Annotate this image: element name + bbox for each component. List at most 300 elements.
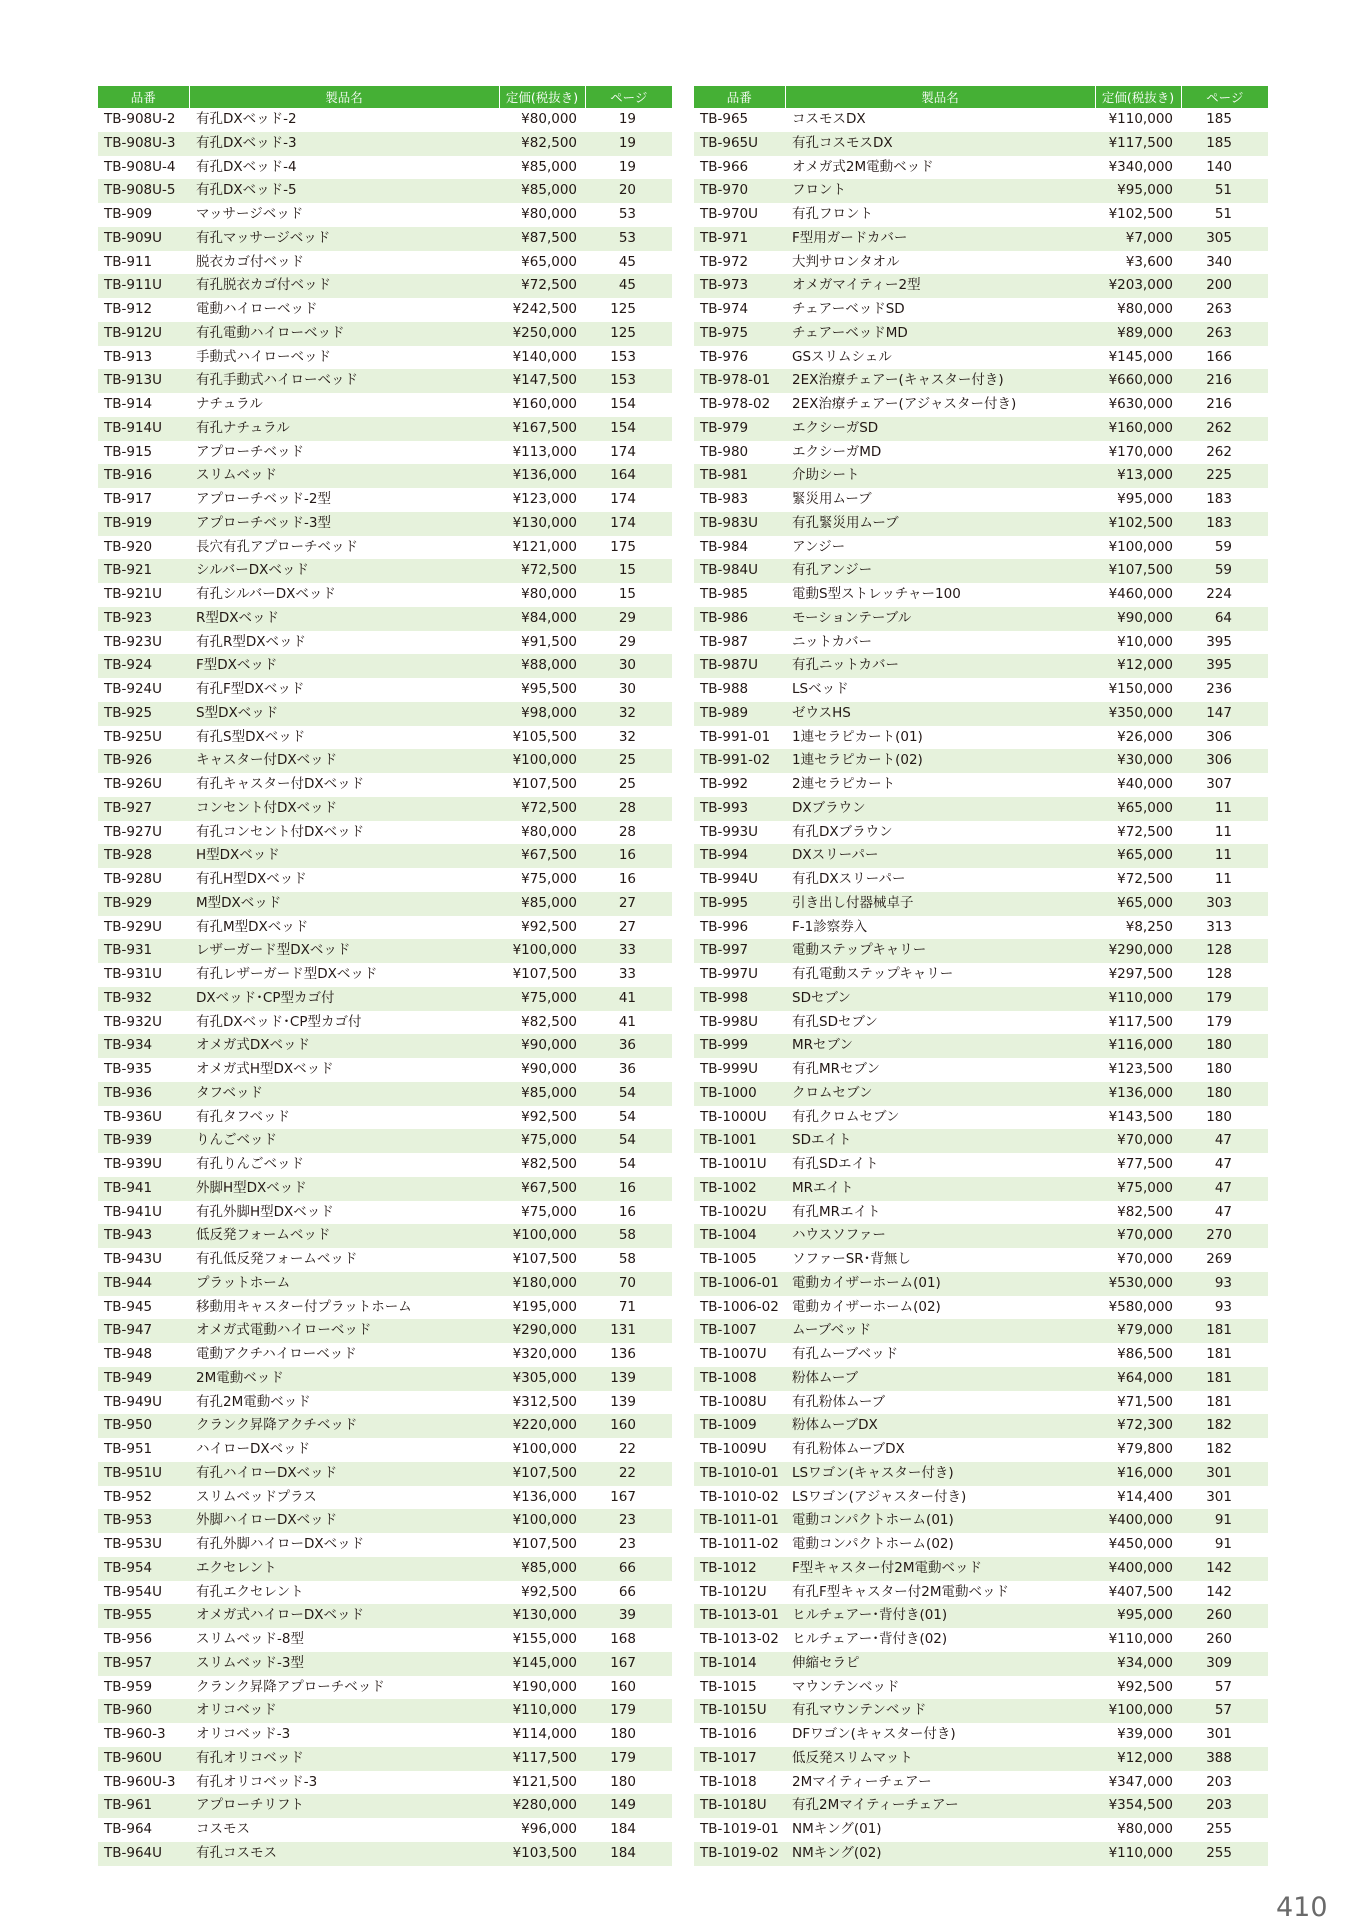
product-code: TB-1019-02 [694,1842,785,1866]
catalog-page: 54 [585,1129,672,1153]
product-code: TB-949U [104,1393,163,1410]
product-code: TB-979 [694,417,785,441]
product-name: オメガ式電動ハイローベッド [189,1319,499,1343]
catalog-page: 182 [1206,1441,1232,1458]
product-code: TB-976 [700,348,749,365]
product-name: オメガマイティー2型 [785,274,1095,298]
table-row [98,274,672,298]
catalog-page: 16 [618,1203,636,1220]
product-code: TB-1008U [700,1393,767,1410]
product-price: ¥160,000 [512,396,577,413]
table-row [98,583,672,607]
table-row [694,441,1268,465]
product-name: クロムセブン [785,1082,1095,1106]
table-row [694,1391,1268,1415]
product-price: ¥72,500 [499,559,585,583]
table-row [694,203,1268,227]
table-row [98,322,672,346]
product-price: ¥123,000 [512,491,577,508]
product-code: TB-909U [98,227,189,251]
product-code: TB-1014 [694,1652,785,1676]
table-row [694,1557,1268,1581]
product-code: TB-978-01 [694,369,785,393]
catalog-page: 167 [585,1652,672,1676]
table-row [694,1509,1268,1533]
catalog-page: 53 [618,206,636,223]
product-name: 電動コンパクトホーム(01) [785,1509,1095,1533]
product-code: TB-992 [700,776,749,793]
product-price: ¥64,000 [1095,1367,1181,1391]
product-code: TB-960U-3 [104,1773,176,1790]
table-row [98,726,672,750]
product-price: ¥100,000 [1108,538,1173,555]
catalog-page: 47 [1181,1177,1268,1201]
table-row [694,868,1268,892]
product-code: TB-931U [104,966,163,983]
table-row [98,1034,672,1058]
catalog-page: 11 [1181,844,1268,868]
product-price: ¥72,500 [1117,823,1173,840]
product-name: 粉体ムーブDX [785,1414,1095,1438]
product-code: TB-925U [104,728,163,745]
product-name: 2Mマイティーチェアー [792,1773,932,1790]
product-code: TB-974 [700,301,749,318]
product-code: TB-1004 [694,1224,785,1248]
product-code: TB-955 [98,1604,189,1628]
product-code: TB-989 [694,702,785,726]
product-code: TB-1010-02 [700,1488,779,1505]
table-row [98,1058,672,1082]
product-code: TB-1013-01 [694,1604,785,1628]
table-row [98,1177,672,1201]
table-row [98,179,672,203]
product-price: ¥70,000 [1117,1251,1173,1268]
catalog-page: 47 [1181,1129,1268,1153]
page-number: 410 [1276,1892,1328,1923]
table-row [694,607,1268,631]
catalog-page: 388 [1181,1747,1268,1771]
catalog-page: 41 [618,1013,636,1030]
product-name: 有孔りんごベッド [196,1156,304,1173]
product-name: ヒルチェアー･背付き(01) [785,1604,1095,1628]
table-row [98,1581,672,1605]
product-code: TB-1002U [700,1203,767,1220]
table-row [98,1201,672,1225]
product-price: ¥90,000 [499,1034,585,1058]
table-row [694,1011,1268,1035]
header-name: 製品名 [189,86,499,108]
product-name: 有孔タフベッド [196,1108,290,1125]
catalog-page: 51 [1181,179,1268,203]
product-name: オメガ式DXベッド [189,1034,499,1058]
table-row [694,464,1268,488]
catalog-page: 93 [1181,1272,1268,1296]
table-row [98,654,672,678]
catalog-page: 175 [610,538,636,555]
table-row [98,1438,672,1462]
table-row [694,512,1268,536]
product-code: TB-988 [700,681,749,698]
product-name: シルバーDXベッド [189,559,499,583]
product-price: ¥88,000 [499,654,585,678]
table-row [694,1581,1268,1605]
table-row [98,393,672,417]
product-name: 有孔脱衣カゴ付ベッド [189,274,499,298]
product-code: TB-960-3 [104,1726,166,1743]
catalog-page: 23 [585,1509,672,1533]
catalog-page: 225 [1181,464,1268,488]
table-row [694,1604,1268,1628]
table-row [98,1486,672,1510]
product-price: ¥117,500 [1095,132,1181,156]
catalog-page: 16 [585,1177,672,1201]
catalog-page: 33 [618,966,636,983]
product-name: MRセブン [785,1034,1095,1058]
table-header-row [98,86,672,108]
product-price: ¥72,500 [1117,871,1173,888]
catalog-page: 306 [1206,728,1232,745]
product-price: ¥92,500 [521,918,577,935]
product-name: 有孔DXスリーパー [792,871,906,888]
product-name: DXブラウン [785,797,1095,821]
product-name: 1連セラピカート(01) [792,728,923,745]
catalog-page: 270 [1181,1224,1268,1248]
product-price: ¥580,000 [1108,1298,1173,1315]
product-price: ¥82,500 [499,132,585,156]
product-price: ¥107,500 [512,1251,577,1268]
product-price: ¥121,000 [512,538,577,555]
catalog-page: 180 [1206,1108,1232,1125]
table-row [98,1723,672,1747]
catalog-page: 47 [1214,1156,1232,1173]
product-code: TB-1006-02 [700,1298,779,1315]
table-row [694,1106,1268,1130]
price-table-right [694,86,1268,1866]
product-price: ¥65,000 [1095,892,1181,916]
product-name: 有孔コスモス [189,1842,499,1866]
table-row [98,607,672,631]
product-price: ¥110,000 [1095,1842,1181,1866]
product-price: ¥145,000 [499,1652,585,1676]
product-name: 2EX治療チェアー(アジャスター付き) [792,396,1017,413]
table-row [98,1011,672,1035]
product-code: TB-928U [104,871,163,888]
product-price: ¥460,000 [1108,586,1173,603]
product-name: オメガ式ハイローDXベッド [189,1604,499,1628]
table-row [694,987,1268,1011]
product-price: ¥116,000 [1095,1034,1181,1058]
table-row [694,227,1268,251]
product-price: ¥16,000 [1095,1462,1181,1486]
product-code: TB-1000U [700,1108,767,1125]
table-row [694,322,1268,346]
product-code: TB-934 [98,1034,189,1058]
catalog-page: 180 [1181,1034,1268,1058]
product-name: 電動カイザーホーム(01) [785,1272,1095,1296]
product-code: TB-965U [694,132,785,156]
table-row [694,749,1268,773]
product-code: TB-1011-02 [700,1536,779,1553]
product-name: 有孔外脚ハイローDXベッド [196,1536,365,1553]
product-name: 有孔2Mマイティーチェアー [785,1794,1095,1818]
product-price: ¥140,000 [512,348,577,365]
table-row [694,654,1268,678]
product-code: TB-998 [694,987,785,1011]
product-name: モーションテーブル [785,607,1095,631]
product-price: ¥110,000 [1095,987,1181,1011]
catalog-page: 11 [1214,871,1232,888]
catalog-page: 139 [585,1367,672,1391]
product-price: ¥100,000 [499,1224,585,1248]
catalog-page: 262 [1181,417,1268,441]
product-price: ¥34,000 [1095,1652,1181,1676]
table-row [98,536,672,560]
product-code: TB-984 [700,538,749,555]
product-code: TB-994 [694,844,785,868]
catalog-page: 309 [1181,1652,1268,1676]
catalog-page: 27 [585,892,672,916]
product-code: TB-943U [104,1251,163,1268]
table-row [694,678,1268,702]
catalog-page: 57 [1214,1678,1232,1695]
product-name: ハイローDXベッド [196,1441,311,1458]
product-price: ¥407,500 [1108,1583,1173,1600]
catalog-page: 174 [585,512,672,536]
table-row [694,559,1268,583]
product-price: ¥72,300 [1095,1414,1181,1438]
product-code: TB-980 [700,443,749,460]
product-code: TB-1017 [694,1747,785,1771]
product-code: TB-957 [98,1652,189,1676]
product-name: 大判サロンタオル [792,253,900,270]
product-name: 外脚H型DXベッド [189,1177,499,1201]
product-code: TB-970U [700,206,759,223]
table-row [694,892,1268,916]
product-code: TB-964U [98,1842,189,1866]
catalog-page: 147 [1181,702,1268,726]
product-name: ソファーSR･背無し [792,1251,911,1268]
product-code: TB-911U [98,274,189,298]
product-price: ¥147,500 [499,369,585,393]
table-row [98,1414,672,1438]
product-code: TB-997 [694,939,785,963]
product-code: TB-924U [104,681,163,698]
product-name: 有孔SDエイト [792,1156,879,1173]
product-price: ¥150,000 [1108,681,1173,698]
product-price: ¥100,000 [1095,1699,1181,1723]
table-row [694,1747,1268,1771]
catalog-page: 153 [610,348,636,365]
product-price: ¥10,000 [1117,633,1173,650]
product-price: ¥77,500 [1117,1156,1173,1173]
table-row [98,1699,672,1723]
catalog-page: 167 [610,1488,636,1505]
product-code: TB-939 [98,1129,189,1153]
catalog-page: 93 [1214,1298,1232,1315]
product-price: ¥305,000 [499,1367,585,1391]
product-code: TB-981 [694,464,785,488]
product-code: TB-908U-5 [98,179,189,203]
table-row [98,1818,672,1842]
product-price: ¥39,000 [1117,1726,1173,1743]
table-row [694,797,1268,821]
catalog-page: 184 [610,1821,636,1838]
catalog-page: 340 [1206,253,1232,270]
product-code: TB-916 [98,464,189,488]
product-name: NMキング(02) [785,1842,1095,1866]
catalog-page: 16 [585,844,672,868]
table-row [694,844,1268,868]
product-name: DFワゴン(キャスター付き) [792,1726,956,1743]
table-row [694,1367,1268,1391]
product-name: 有孔オリコベッド-3 [196,1773,318,1790]
product-price: ¥103,500 [499,1842,585,1866]
product-code: TB-1008 [694,1367,785,1391]
table-row [98,1296,672,1320]
product-code: TB-931 [98,939,189,963]
catalog-page: 30 [618,681,636,698]
product-price: ¥630,000 [1108,396,1173,413]
product-name: 有孔DXベッド-5 [189,179,499,203]
product-name: オメガ式2M電動ベッド [792,158,934,175]
product-name: LSワゴン(アジャスター付き) [792,1488,967,1505]
table-row [98,441,672,465]
product-code: TB-920 [104,538,153,555]
product-code: TB-1007 [694,1319,785,1343]
catalog-page: 303 [1181,892,1268,916]
table-row [694,1794,1268,1818]
catalog-page: 33 [585,939,672,963]
product-code: TB-1019-01 [700,1821,779,1838]
table-body-right [694,108,1268,1866]
product-price: ¥95,000 [1095,1604,1181,1628]
product-price: ¥80,000 [521,823,577,840]
product-name: 有孔ハイローDXベッド [189,1462,499,1486]
product-code: TB-926 [98,749,189,773]
product-code: TB-914U [98,417,189,441]
product-name: プラットホーム [189,1272,499,1296]
product-code: TB-978-02 [700,396,771,413]
catalog-page: 41 [585,987,672,1011]
product-code: TB-936 [98,1082,189,1106]
product-name: 緊災用ムーブ [792,491,872,508]
product-name: 有孔粉体ムーブ [792,1393,886,1410]
table-row [694,393,1268,417]
product-price: ¥136,000 [512,1488,577,1505]
product-price: ¥242,500 [512,301,577,318]
product-code: TB-964 [104,1821,153,1838]
product-code: TB-913 [104,348,153,365]
product-code: TB-923 [98,607,189,631]
product-name: スリムベッド-8型 [196,1631,304,1648]
table-row [98,963,672,987]
product-code: TB-908U-2 [104,111,176,128]
table-row [98,797,672,821]
catalog-page: 140 [1206,158,1232,175]
product-price: ¥82,500 [521,1013,577,1030]
catalog-page: 269 [1206,1251,1232,1268]
product-name: 伸縮セラピ [785,1652,1095,1676]
product-code: TB-966 [700,158,749,175]
product-code: TB-995 [694,892,785,916]
product-price: ¥136,000 [1095,1082,1181,1106]
product-code: TB-1006-01 [694,1272,785,1296]
product-price: ¥85,000 [499,1082,585,1106]
header-code: 品番 [98,86,189,108]
product-code: TB-1009 [694,1414,785,1438]
product-price: ¥160,000 [1095,417,1181,441]
table-row [98,1557,672,1581]
table-row [694,963,1268,987]
catalog-page: 57 [1181,1699,1268,1723]
product-name: スリムベッド-3型 [189,1652,499,1676]
product-name: オメガ式H型DXベッド [196,1061,334,1078]
catalog-page: 54 [585,1082,672,1106]
product-name: 有孔ムーブベッド [792,1346,899,1363]
product-name: 有孔ニットカバー [785,654,1095,678]
product-price: ¥102,500 [1095,512,1181,536]
product-name: GSスリムシェル [792,348,892,365]
product-name: S型DXベッド [189,702,499,726]
product-name: マッサージベッド [196,206,304,223]
catalog-page: 30 [585,654,672,678]
product-code: TB-1012 [694,1557,785,1581]
product-price: ¥110,000 [1108,111,1173,128]
product-price: ¥67,500 [499,1177,585,1201]
product-name: ハウスソファー [785,1224,1095,1248]
product-code: TB-994U [700,871,759,888]
product-code: TB-945 [104,1298,153,1315]
product-name: 有孔2M電動ベッド [196,1393,311,1410]
product-code: TB-956 [104,1631,153,1648]
product-code: TB-997U [700,966,759,983]
table-row [694,417,1268,441]
catalog-page: 179 [585,1699,672,1723]
product-price: ¥71,500 [1117,1393,1173,1410]
catalog-page: 179 [1181,987,1268,1011]
product-code: TB-986 [694,607,785,631]
table-row [694,346,1268,370]
product-name: 引き出し付器械卓子 [785,892,1095,916]
table-row [694,1058,1268,1082]
product-price: ¥92,500 [521,1108,577,1125]
product-name: フロント [785,179,1095,203]
catalog-page: 11 [1214,823,1232,840]
table-row [98,1272,672,1296]
table-row [694,1723,1268,1747]
product-name: 有孔手動式ハイローベッド [189,369,499,393]
product-code: TB-998U [700,1013,759,1030]
catalog-page: 28 [618,823,636,840]
product-code: TB-921 [98,559,189,583]
product-price: ¥203,000 [1095,274,1181,298]
catalog-page: 32 [585,702,672,726]
table-row [694,1533,1268,1557]
catalog-page: 255 [1181,1842,1268,1866]
product-name: R型DXベッド [189,607,499,631]
catalog-page: 185 [1206,111,1232,128]
product-code: TB-912U [98,322,189,346]
table-row [98,1106,672,1130]
catalog-page: 180 [1181,1082,1268,1106]
product-code: TB-1018 [700,1773,757,1790]
table-row [98,346,672,370]
catalog-page: 181 [1181,1367,1268,1391]
catalog-page: 180 [610,1773,636,1790]
table-row [694,1676,1268,1700]
catalog-page: 153 [585,369,672,393]
product-name: 有孔MRエイト [792,1203,881,1220]
